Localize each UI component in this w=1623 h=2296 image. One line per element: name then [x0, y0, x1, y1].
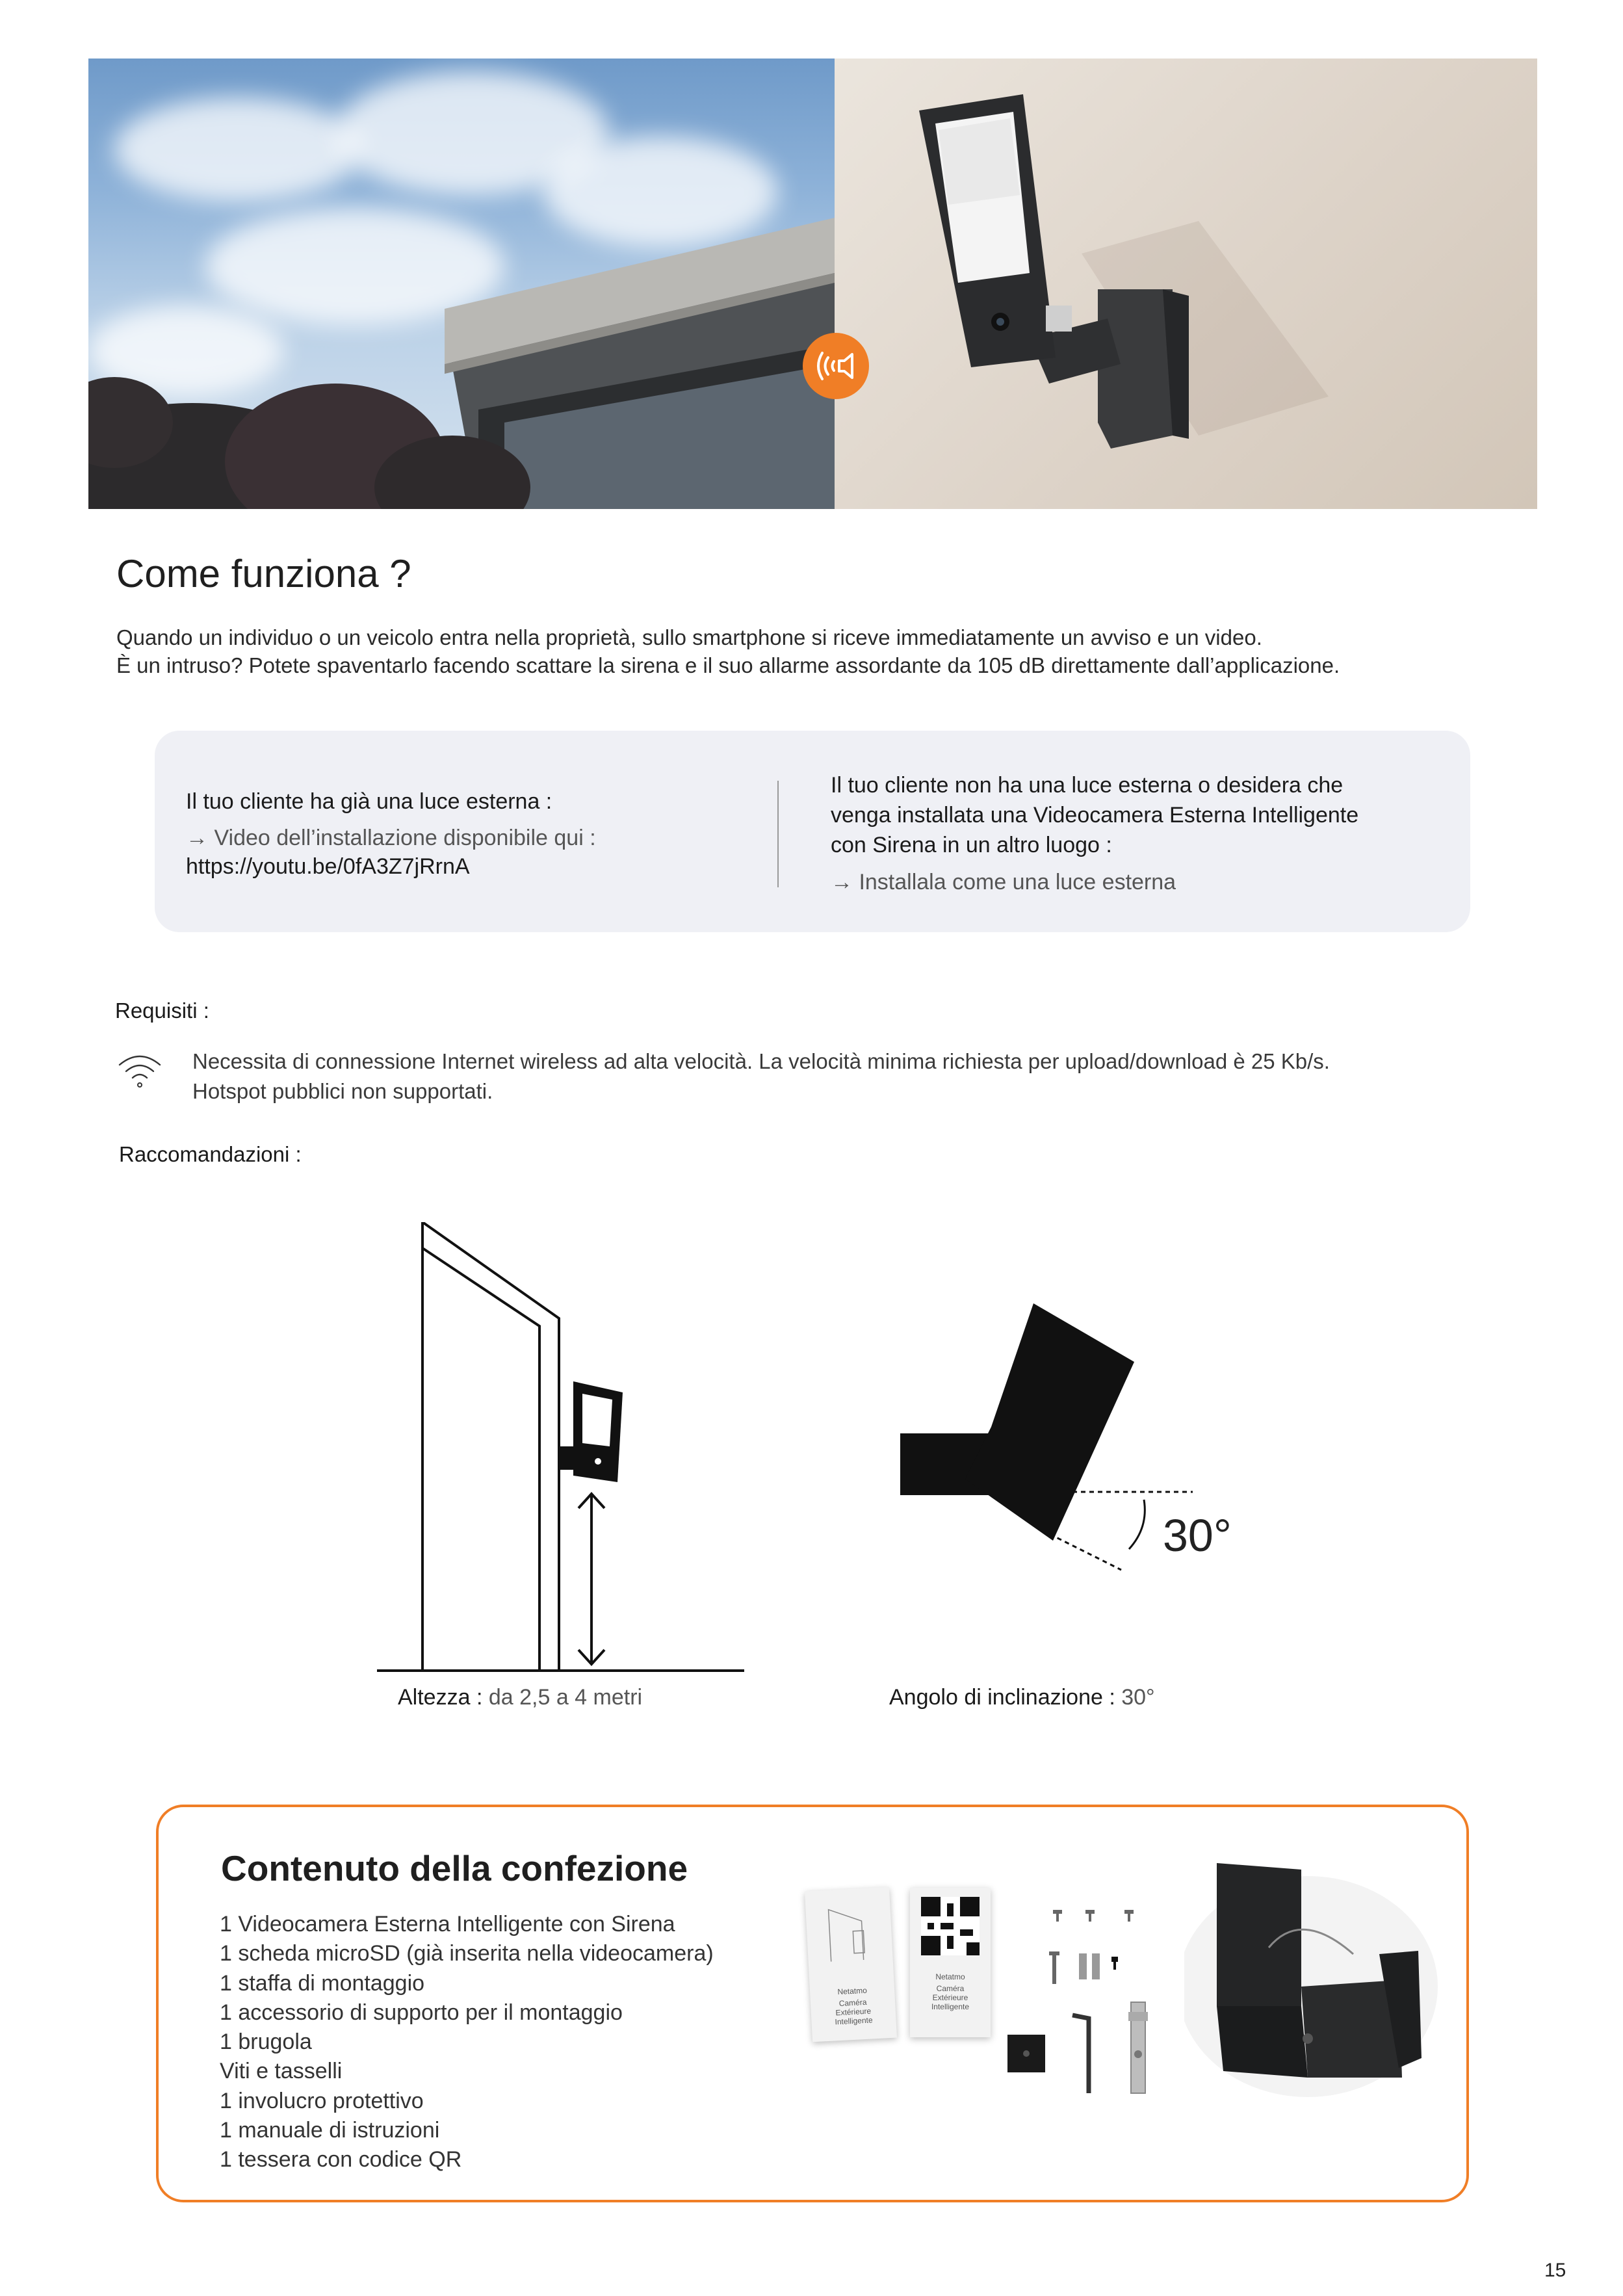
- no-light-heading-2: venga installata una Videocamera Esterna Intelligente: [831, 803, 1359, 828]
- info-box-divider: [777, 781, 779, 887]
- package-item: 1 manuale di istruzioni: [220, 2118, 440, 2143]
- package-item: 1 tessera con codice QR: [220, 2147, 462, 2172]
- package-item: Viti e tasselli: [220, 2059, 343, 2084]
- height-caption-label: Altezza :: [398, 1685, 483, 1710]
- wifi-icon: [117, 1052, 162, 1091]
- qr-card-photo: [910, 1888, 991, 2037]
- package-item: 1 scheda microSD (già inserita nella videocamera): [220, 1941, 714, 1966]
- house-and-sky-photo: [88, 59, 835, 509]
- height-caption: [398, 1685, 642, 1710]
- manual-text-4: Intelligente: [835, 2015, 873, 2027]
- package-list: [220, 1910, 714, 2175]
- page-title: Come funziona ?: [116, 552, 411, 595]
- instruction-manual-photo: [805, 1887, 897, 2042]
- intro-line-2: È un intruso? Potete spaventarlo facendo scattare la sirena e il suo allarme assordante da 105 dB direttamente dall’applicazione.: [116, 653, 1340, 677]
- tilt-angle-diagram: [900, 1303, 1290, 1589]
- angle-caption-label: Angolo di inclinazione :: [889, 1685, 1115, 1710]
- requirement-line-2: Hotspot pubblici non supportati.: [192, 1079, 493, 1103]
- intro-line-1: Quando un individuo o un veicolo entra nella proprietà, sullo smartphone si riceve immediatamente un avviso e un video.: [116, 625, 1262, 649]
- card-text-3: Extérieure: [932, 1993, 968, 2002]
- camera-product-photo: [1184, 1863, 1457, 2104]
- camera-photo-drawing: [835, 59, 1537, 509]
- angle-caption-value: 30°: [1115, 1685, 1155, 1710]
- manual-text-2: Caméra: [838, 1997, 867, 2009]
- camera-on-wall-photo: [835, 59, 1537, 509]
- manual-text-3: Extérieure: [835, 2006, 872, 2018]
- existing-light-heading: Il tuo cliente ha già una luce esterna :: [186, 789, 552, 814]
- manual-camera-sketch: [822, 1904, 877, 1965]
- no-light-heading-3: con Sirena in un altro luogo :: [831, 833, 1112, 857]
- height-diagram: [377, 1222, 747, 1677]
- height-caption-value: da 2,5 a 4 metri: [482, 1685, 643, 1710]
- page-number: 15: [1544, 2260, 1566, 2281]
- hero-image: [88, 59, 1537, 509]
- requirement-line-1: Necessita di connessione Internet wireless ad alta velocità. La velocità minima richiesta per upload/download è 25 Kb/s.: [192, 1049, 1330, 1073]
- manual-text-1: Netatmo: [837, 1985, 868, 1997]
- card-text-4: Intelligente: [931, 2002, 970, 2011]
- no-light-heading-1: Il tuo cliente non ha una luce esterna o desidera che: [831, 773, 1344, 798]
- angle-caption: [889, 1685, 1155, 1710]
- package-title: Contenuto della confezione: [221, 1848, 688, 1888]
- install-video-link[interactable]: https://youtu.be/0fA3Z7jRrnA: [186, 854, 470, 879]
- siren-speaker-icon: [803, 333, 869, 399]
- angle-value-label: 30°: [1163, 1510, 1232, 1561]
- card-text-1: Netatmo: [935, 1972, 965, 1981]
- package-item: 1 Videocamera Esterna Intelligente con Sirena: [220, 1912, 675, 1937]
- house-illustration: [88, 59, 835, 509]
- card-text-2: Caméra: [936, 1984, 965, 1993]
- qr-code-icon: [921, 1897, 980, 1955]
- package-item: 1 accessorio di supporto per il montaggio: [220, 2000, 623, 2025]
- package-item: 1 staffa di montaggio: [220, 1970, 425, 1996]
- package-item: 1 involucro protettivo: [220, 2088, 424, 2113]
- requirements-label: Requisiti :: [115, 998, 209, 1023]
- install-video-line: → Video dell’installazione disponibile qui :: [186, 826, 596, 850]
- package-item: 1 brugola: [220, 2029, 312, 2055]
- install-as-light-line: → Installala come una luce esterna: [831, 870, 1176, 894]
- screws-and-accessories-photo: [1001, 1898, 1176, 2113]
- recommendations-label: Raccomandazioni :: [119, 1142, 302, 1166]
